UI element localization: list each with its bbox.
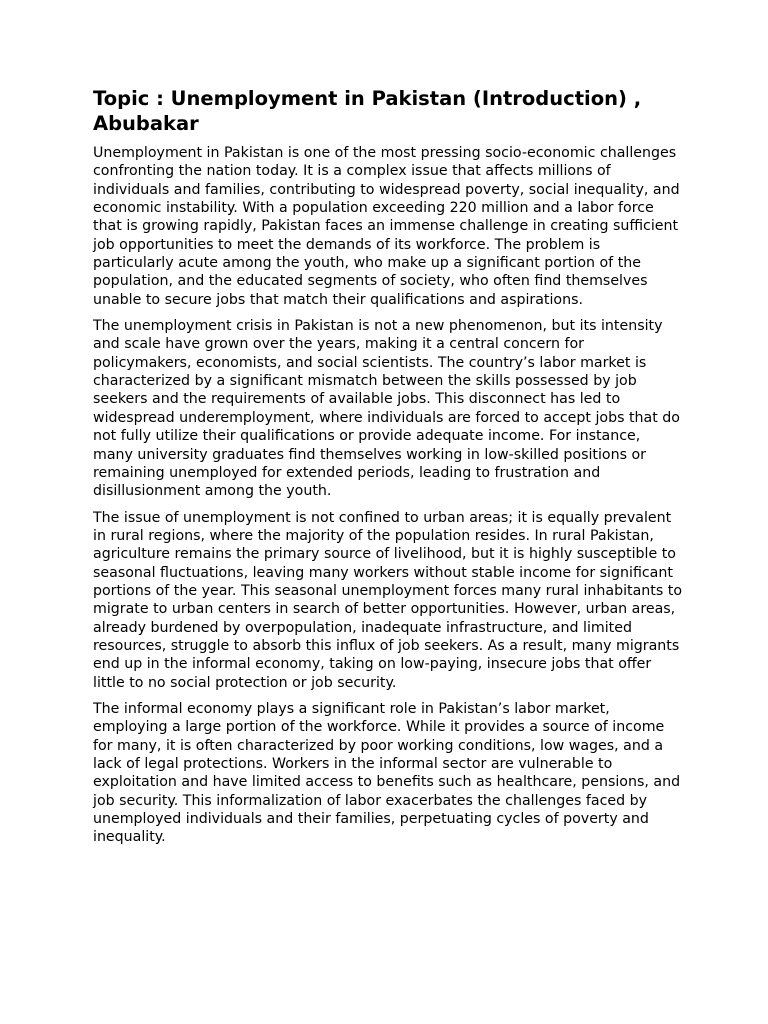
document-page xyxy=(93,86,683,855)
paragraph-intro: Unemployment in Pakistan is one of the most pressing socio-economic challenges confronting the nation today. It is a complex issue that affects millions of individuals and families, contributing to widespread poverty, social inequality, and economic instability. With a population exceeding 220 million and a labor force that is growing rapidly, Pakistan faces an immense challenge in creating sufficient job opportunities to meet the demands of its workforce. The problem is particularly acute among the youth, who make up a significant portion of the population, and the educated segments of society, who often find themselves unable to secure jobs that match their qualifications and aspirations. xyxy=(93,145,680,308)
document-title: Topic : Unemployment in Pakistan (Introduction) , Abubakar xyxy=(93,87,642,135)
paragraph-rural-urban: The issue of unemployment is not confined to urban areas; it is equally prevalent in rural regions, where the majority of the population resides. In rural Pakistan, agriculture remains the primary source of livelihood, but it is highly susceptible to seasonal fluctuations, leaving many workers without stable income for significant portions of the year. This seasonal unemployment forces many rural inhabitants to migrate to urban centers in search of better opportunities. However, urban areas, already burdened by overpopulation, inadequate infrastructure, and limited resources, struggle to absorb this influx of job seekers. As a result, many migrants end up in the informal economy, taking on low-paying, insecure jobs that offer little to no social protection or job security. xyxy=(93,509,683,691)
paragraph-crisis: The unemployment crisis in Pakistan is not a new phenomenon, but its intensity and scale have grown over the years, making it a central concern for policymakers, economists, and social scientists. The country’s labor market is characterized by a significant mismatch between the skills possessed by job seekers and the requirements of available jobs. This disconnect has led to widespread underemployment, where individuals are forced to accept jobs that do not fully utilize their qualifications or provide adequate income. For instance, many university graduates find themselves working in low-skilled positions or remaining unemployed for extended periods, leading to frustration and disillusionment among the youth. xyxy=(93,318,680,500)
paragraph-informal-economy: The informal economy plays a significant role in Pakistan’s labor market, employing a large portion of the workforce. While it provides a source of income for many, it is often characterized by poor working conditions, low wages, and a lack of legal protections. Workers in the informal sector are vulnerable to exploitation and have limited access to benefits such as healthcare, pensions, and job security. This informalization of labor exacerbates the challenges faced by unemployed individuals and their families, perpetuating cycles of poverty and inequality. xyxy=(93,700,681,846)
